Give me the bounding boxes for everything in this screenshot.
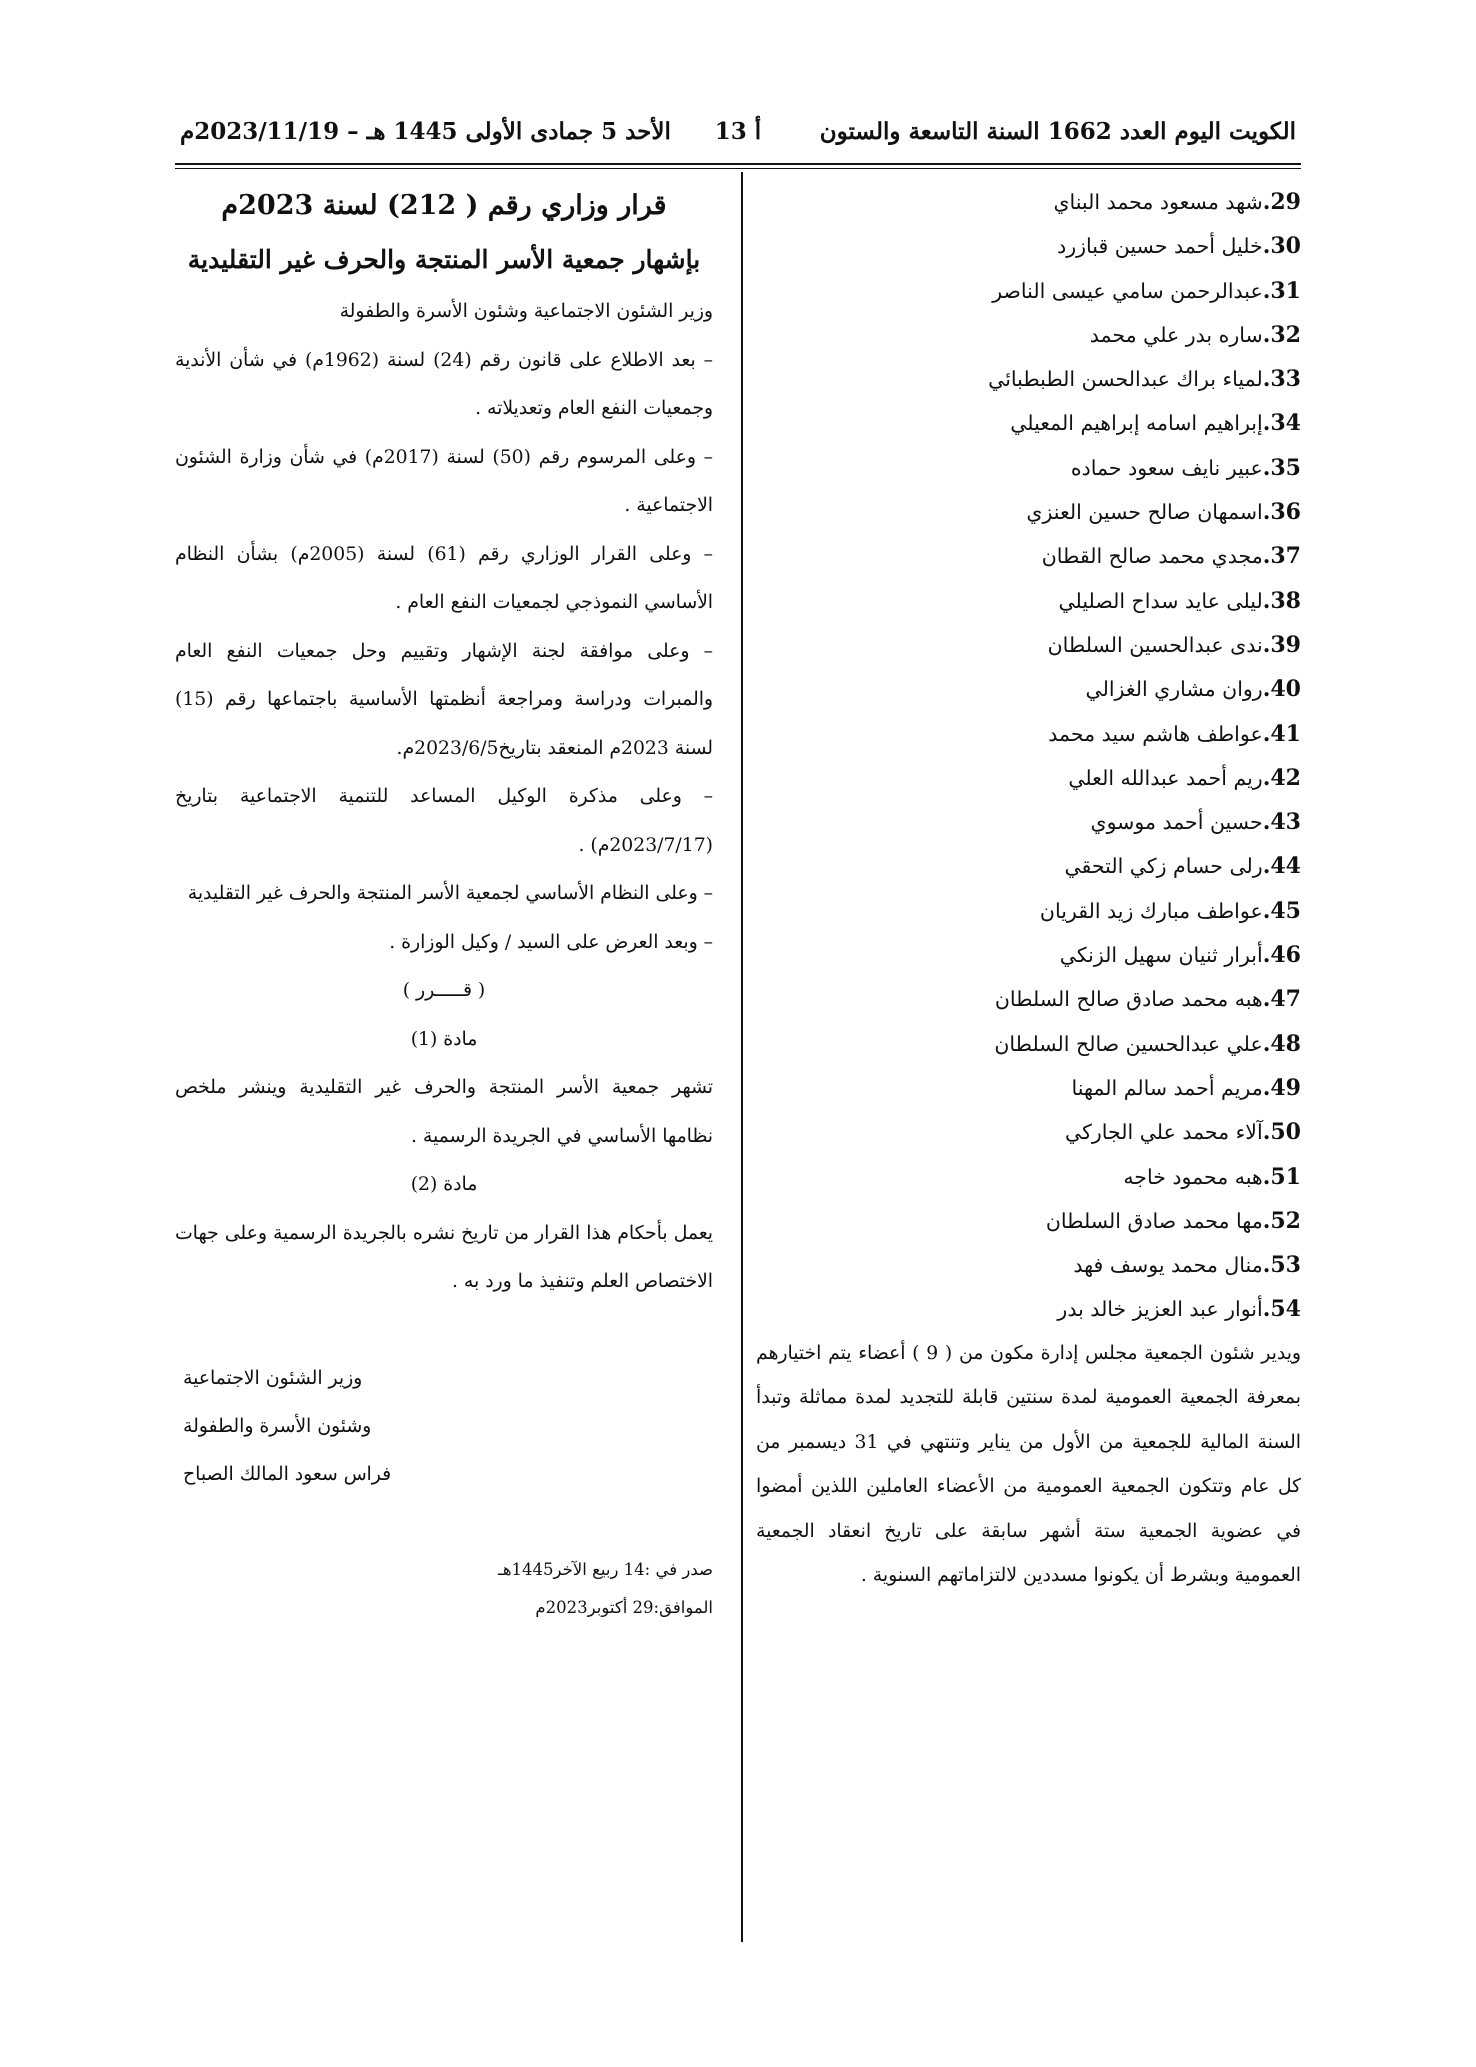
recital: – وعلى النظام الأساسي لجمعية الأسر المنتجة والحرف غير التقليدية [187, 883, 713, 904]
member-number: 48. [1262, 1030, 1301, 1057]
member-name: آلاء محمد علي الجاركي [1065, 1120, 1263, 1145]
member-number: 51. [1262, 1163, 1301, 1190]
signature-title: وزير الشئون الاجتماعية [183, 1367, 363, 1389]
member-number: 53. [1262, 1252, 1301, 1279]
member-item [756, 977, 1301, 1021]
recital: – بعد الاطلاع على قانون رقم (24) لسنة (1962م) في شأن الأندية وجمعيات النفع العام وتعديلاته . [175, 349, 714, 419]
members-list [756, 180, 1301, 1332]
recital: – وعلى موافقة لجنة الإشهار وتقييم وحل جمعيات النفع العام والمبرات ودراسة ومراجعة أنظمتها الأساسية باجتماعها رقم (15) لسنة 2023م المنعقد بتاريخ2023/6/5م. [175, 640, 713, 759]
signatory-name: فراس سعود المالك الصباح [183, 1463, 392, 1485]
member-name: عبير نايف سعود حماده [1070, 455, 1263, 480]
header-rule-thin [175, 168, 1301, 169]
member-item [756, 269, 1301, 313]
member-item [756, 1287, 1301, 1331]
member-name: مريم أحمد سالم المهنا [1071, 1075, 1263, 1100]
decree-subtitle: بإشهار جمعية الأسر المنتجة والحرف غير التقليدية [187, 245, 701, 274]
column-divider [741, 172, 743, 1942]
member-item [756, 180, 1301, 224]
member-name: عواطف مبارك زيد القريان [1039, 898, 1263, 923]
member-item [756, 534, 1301, 578]
recital: – وعلى المرسوم رقم (50) لسنة (2017م) في شأن وزارة الشئون الاجتماعية . [175, 446, 713, 516]
decree-column [175, 180, 713, 1627]
member-item [756, 1022, 1301, 1066]
member-name: علي عبدالحسين صالح السلطان [994, 1031, 1263, 1056]
member-name: رلى حسام زكي التحقي [1064, 854, 1263, 879]
member-item [756, 712, 1301, 756]
member-item [756, 490, 1301, 534]
member-item [756, 401, 1301, 445]
member-name: أبرار ثنيان سهيل الزنكي [1059, 943, 1263, 968]
decree-issuer: وزير الشئون الاجتماعية وشئون الأسرة والطفولة [339, 301, 713, 322]
member-item [756, 933, 1301, 977]
member-number: 44. [1262, 853, 1301, 880]
member-item [756, 579, 1301, 623]
article-2-text: يعمل بأحكام هذا القرار من تاريخ نشره بالجريدة الرسمية وعلى جهات الاختصاص العلم وتنفيذ ما ورد به . [175, 1222, 713, 1292]
member-number: 38. [1262, 587, 1301, 614]
member-name: ليلى عايد سداح الصليلي [1058, 588, 1263, 613]
member-name: ندى عبدالحسين السلطان [1047, 632, 1263, 657]
member-name: روان مشاري الغزالي [1085, 677, 1263, 702]
member-number: 35. [1262, 454, 1301, 481]
member-item [756, 756, 1301, 800]
member-item [756, 1199, 1301, 1243]
member-item [756, 800, 1301, 844]
member-number: 47. [1262, 986, 1301, 1013]
member-number: 52. [1262, 1207, 1301, 1234]
member-number: 49. [1262, 1074, 1301, 1101]
member-number: 41. [1262, 720, 1301, 747]
member-name: مها محمد صادق السلطان [1045, 1208, 1263, 1233]
members-column [756, 180, 1301, 1599]
member-item [756, 1110, 1301, 1154]
corresponding-date: الموافق:29 أكتوبر2023م [535, 1597, 713, 1617]
member-number: 46. [1262, 942, 1301, 969]
member-name: إبراهيم اسامه إبراهيم المعيلي [1010, 411, 1263, 436]
recital: – وعلى القرار الوزاري رقم (61) لسنة (2005م) بشأن النظام الأساسي النموذجي لجمعيات النفع العام . [175, 543, 713, 613]
member-name: أنوار عبد العزيز خالد بدر [1057, 1297, 1263, 1322]
member-item [756, 667, 1301, 711]
member-item [756, 224, 1301, 268]
issue-date-block [175, 1551, 713, 1627]
member-number: 45. [1262, 897, 1301, 924]
member-name: ريم أحمد عبدالله العلي [1068, 765, 1263, 790]
member-number: 40. [1262, 676, 1301, 703]
issued-date: صدر في :14 ربيع الآخر1445هـ [498, 1559, 713, 1579]
member-number: 34. [1262, 410, 1301, 437]
member-number: 30. [1262, 233, 1301, 260]
member-name: هبه محمود خاجه [1123, 1164, 1263, 1189]
member-name: حسين أحمد موسوي [1090, 810, 1263, 835]
member-number: 32. [1262, 321, 1301, 348]
member-number: 29. [1262, 189, 1301, 215]
gazette-issue: الكويت اليوم العدد 1662 السنة التاسعة والستون [819, 118, 1296, 145]
member-name: لمياء براك عبدالحسن الطبطبائي [988, 367, 1263, 392]
article-1-title: مادة (1) [410, 1028, 478, 1050]
article-1-text: تشهر جمعية الأسر المنتجة والحرف غير التقليدية وينشر ملخص نظامها الأساسي في الجريدة الرسمية . [175, 1077, 713, 1147]
member-number: 36. [1262, 499, 1301, 526]
member-number: 54. [1262, 1296, 1301, 1323]
signature-block [175, 1355, 713, 1499]
member-name: ساره بدر علي محمد [1089, 322, 1263, 347]
page-number: أ 13 [714, 118, 762, 145]
member-name: هبه محمد صادق صالح السلطان [994, 987, 1263, 1012]
header-rule [175, 163, 1301, 165]
member-item [756, 446, 1301, 490]
member-name: اسمهان صالح حسين العنزي [1026, 500, 1263, 525]
member-item [756, 1066, 1301, 1110]
member-number: 33. [1262, 366, 1301, 393]
member-name: شهد مسعود محمد البناي [1053, 190, 1263, 214]
member-item [756, 1155, 1301, 1199]
member-number: 31. [1262, 277, 1301, 304]
article-2-title: مادة (2) [410, 1174, 478, 1195]
member-item [756, 1243, 1301, 1287]
recital: – وعلى مذكرة الوكيل المساعد للتنمية الاجتماعية بتاريخ (2023/7/17م) . [175, 786, 713, 856]
header-date: الأحد 5 جمادى الأولى 1445 هـ – 2023/11/19م [180, 118, 671, 145]
member-item [756, 357, 1301, 401]
member-number: 39. [1262, 631, 1301, 658]
signature-title-2: وشئون الأسرة والطفولة [183, 1415, 372, 1437]
recital: – وبعد العرض على السيد / وكيل الوزارة . [389, 931, 713, 953]
member-item [756, 313, 1301, 357]
member-name: خليل أحمد حسين قبازرد [1057, 234, 1263, 259]
member-number: 50. [1262, 1119, 1301, 1146]
member-item [756, 889, 1301, 933]
member-item [756, 623, 1301, 667]
member-name: منال محمد يوسف فهد [1073, 1253, 1263, 1278]
member-item [756, 844, 1301, 888]
member-name: عواطف هاشم سيد محمد [1048, 721, 1263, 746]
member-name: مجدي محمد صالح القطان [1041, 544, 1263, 569]
board-paragraph: ويدير شئون الجمعية مجلس إدارة مكون من ( 9 ) أعضاء يتم اختيارهم بمعرفة الجمعية العمومية لمدة سنتين قابلة للتجديد لمدة مماثلة وتبدأ السنة المالية للجمعية من الأول من يناير وتنتهي في 31 ديسمبر من كل عام وتتكون الجمعية العمومية من الأعضاء العاملين اللذين أمضوا في عضوية الجمعية ستة أشهر سابقة على تاريخ انعقاد الجمعية العمومية وبشرط أن يكونوا مسددين لالتزاماتهم السنوية . [756, 1342, 1301, 1587]
member-number: 37. [1262, 543, 1301, 570]
member-number: 43. [1262, 809, 1301, 836]
member-name: عبدالرحمن سامي عيسى الناصر [992, 278, 1263, 303]
decree-title: قرار وزاري رقم ( 212) لسنة 2023م [221, 190, 667, 221]
page-header [180, 118, 1296, 158]
decides-heading: ( قـــــرر ) [402, 980, 486, 1001]
member-number: 42. [1262, 764, 1301, 791]
